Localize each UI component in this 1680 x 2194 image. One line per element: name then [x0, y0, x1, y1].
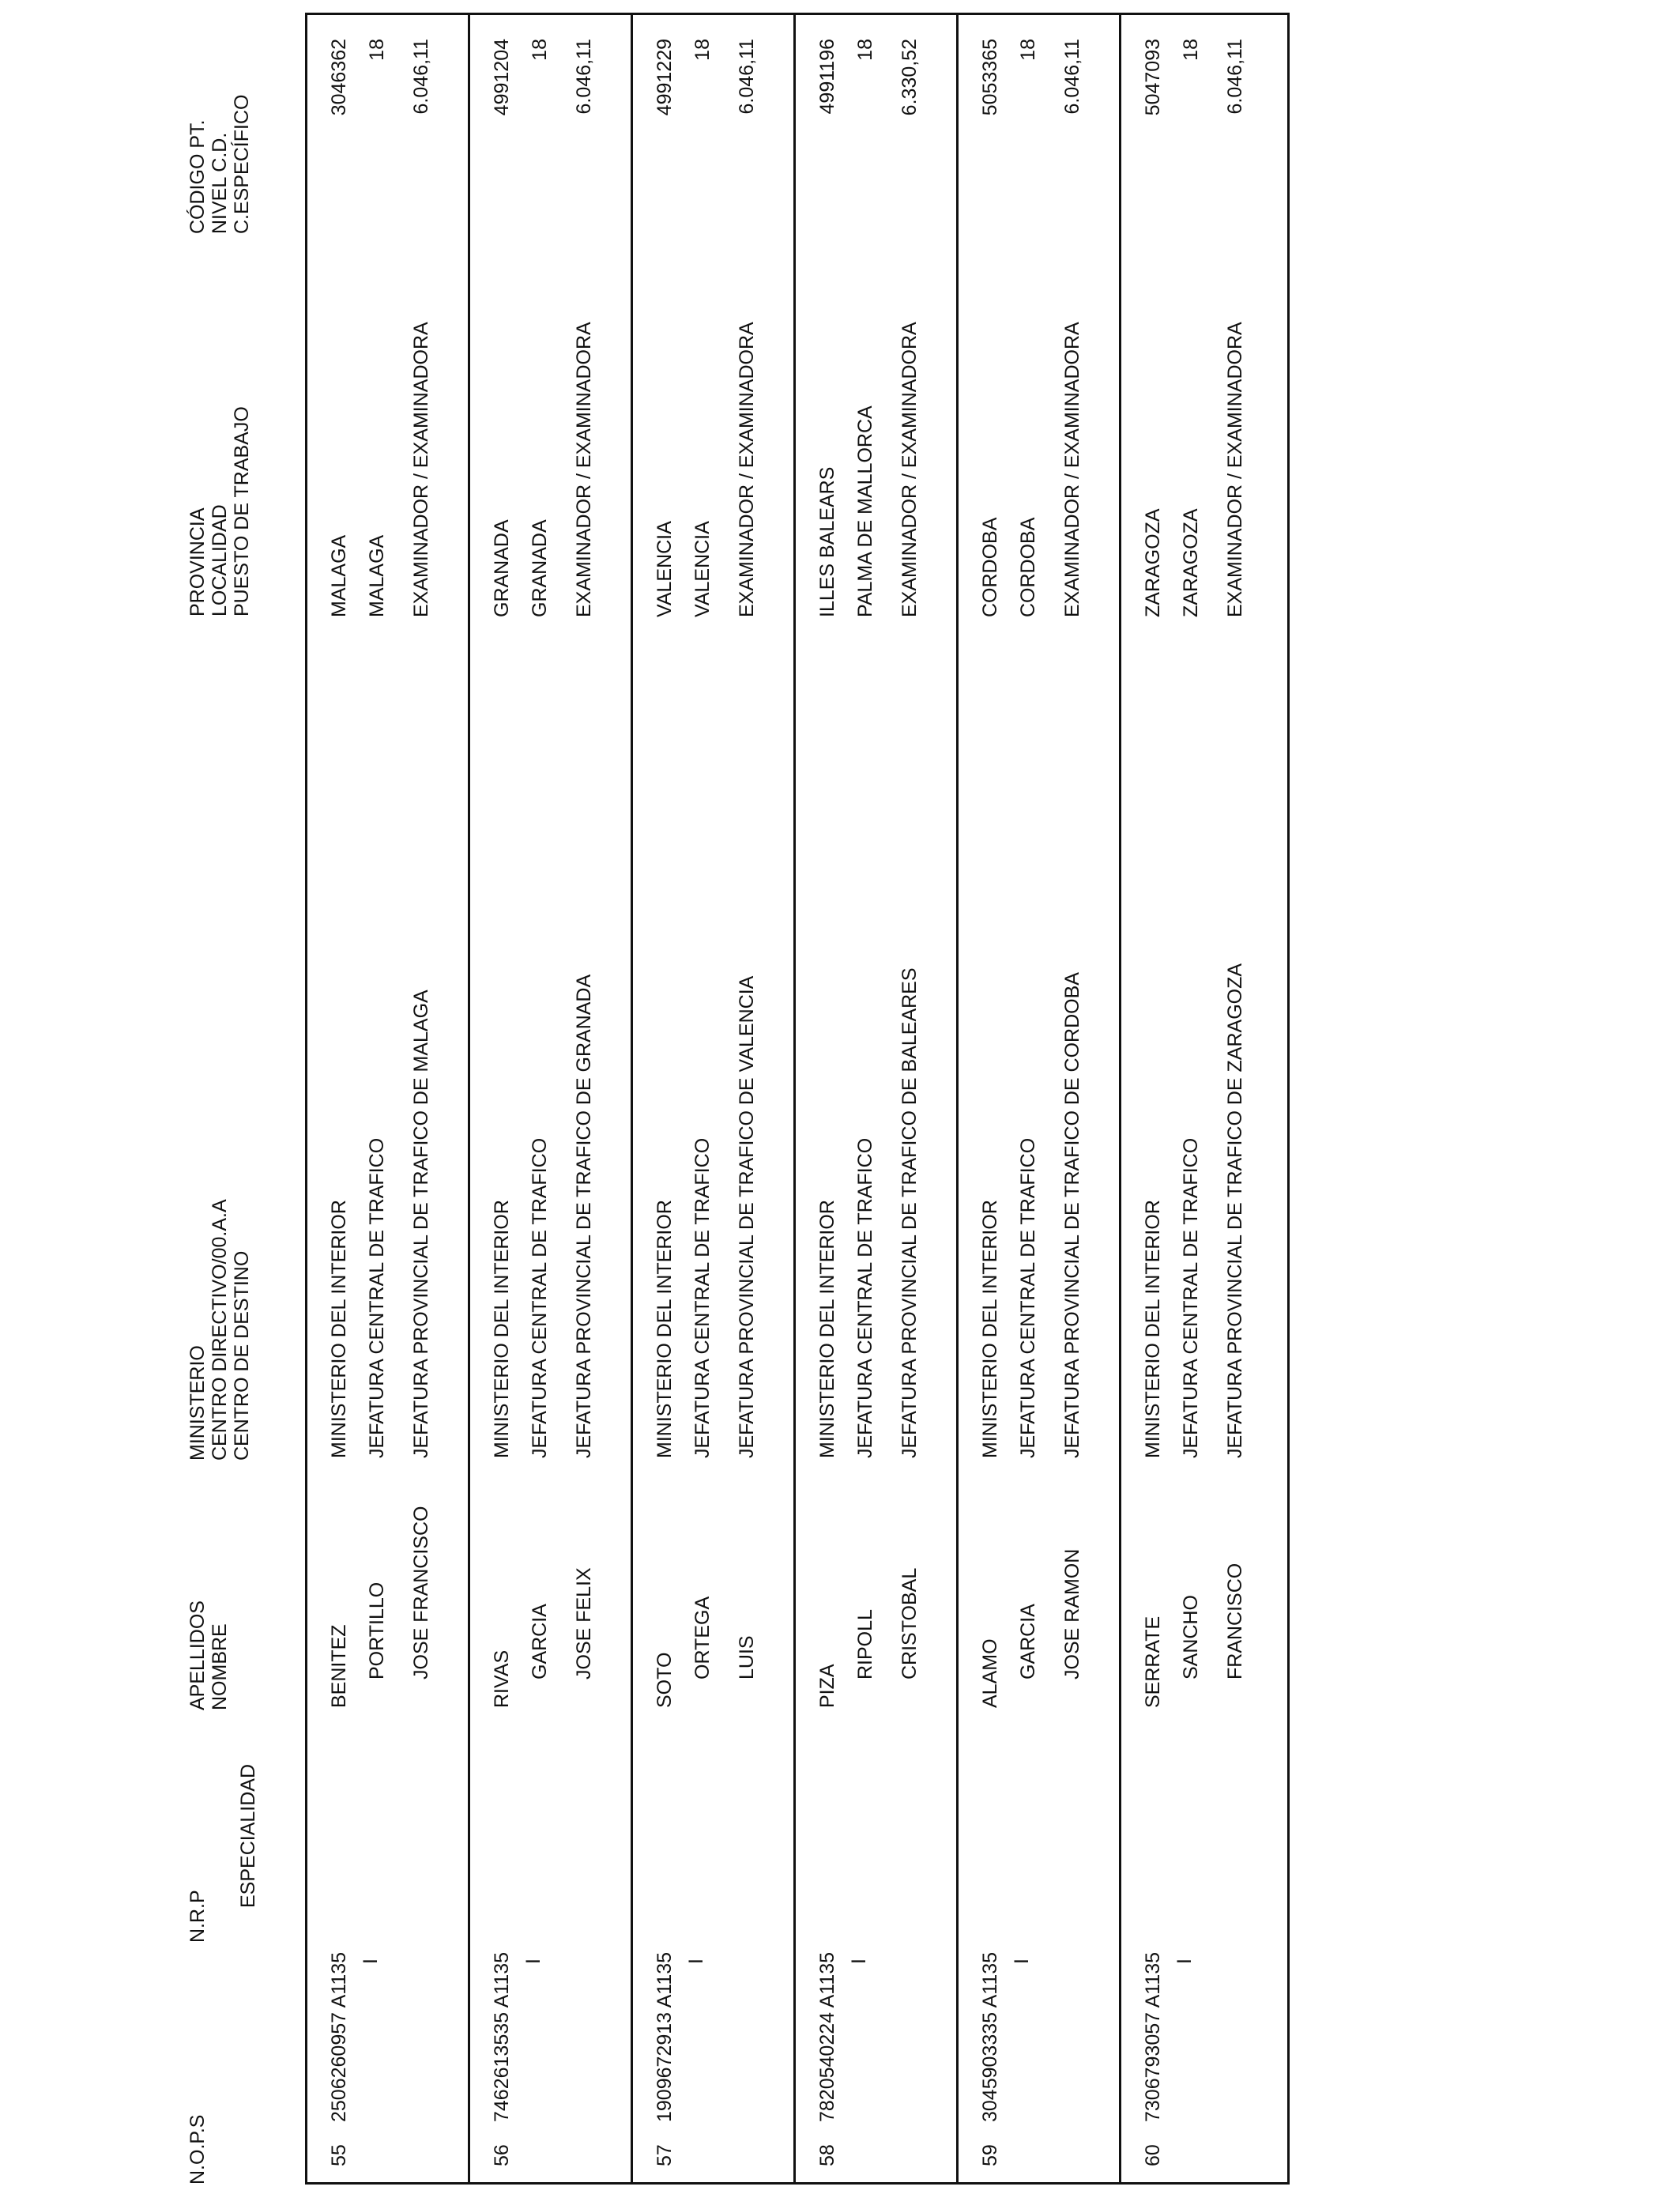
table-row: [307, 15, 470, 2182]
especifico-cell: 6.046,11: [573, 39, 595, 115]
centro-directivo-cell: JEFATURA CENTRAL DE TRAFICO: [691, 1137, 714, 1458]
nivel-cell: 18: [691, 39, 714, 61]
centro-destino-cell: JEFATURA PROVINCIAL DE TRAFICO DE BALEARES: [898, 967, 921, 1458]
header-label: PROVINCIA: [186, 507, 209, 616]
header-label: APELLIDOS: [186, 1600, 209, 1710]
centro-directivo-cell: JEFATURA CENTRAL DE TRAFICO: [366, 1137, 388, 1458]
nops-cell: 59: [979, 2144, 1001, 2166]
nivel-cell: 18: [1180, 39, 1202, 61]
especifico-cell: 6.330,52: [898, 39, 921, 116]
provincia-cell: ILLES BALEARS: [816, 466, 838, 617]
nrp-cell: 7820540224 A1135: [816, 1951, 838, 2122]
header-label: N.R.P: [186, 1890, 209, 1943]
nombre-cell: FRANCISCO: [1224, 1563, 1246, 1679]
table-row: [959, 15, 1121, 2182]
especifico-cell: 6.046,11: [736, 39, 758, 115]
provincia-cell: GRANADA: [491, 519, 513, 617]
especialidad-cell: I: [360, 1958, 382, 1964]
nivel-cell: 18: [1017, 39, 1039, 61]
apellido2-cell: SANCHO: [1180, 1595, 1202, 1679]
ministerio-cell: MINISTERIO DEL INTERIOR: [654, 1200, 676, 1458]
nombre-cell: CRISTOBAL: [898, 1567, 921, 1679]
localidad-cell: GRANADA: [529, 519, 551, 617]
centro-destino-cell: JEFATURA PROVINCIAL DE TRAFICO DE GRANADA: [573, 974, 595, 1458]
puesto-cell: EXAMINADOR / EXAMINADORA: [1061, 322, 1083, 617]
apellido1-cell: SOTO: [654, 1652, 676, 1708]
codigo-cell: 5047093: [1142, 39, 1164, 116]
especialidad-cell: I: [522, 1958, 544, 1964]
ministerio-cell: MINISTERIO DEL INTERIOR: [979, 1200, 1001, 1458]
apellido2-cell: PORTILLO: [366, 1581, 388, 1679]
nombre-cell: JOSE RAMON: [1061, 1548, 1083, 1679]
especialidad-cell: I: [1011, 1958, 1033, 1964]
header-label: MINISTERIO: [186, 1345, 209, 1461]
apellido1-cell: BENITEZ: [328, 1624, 350, 1708]
puesto-cell: EXAMINADOR / EXAMINADORA: [410, 322, 432, 617]
row-divider: [956, 15, 959, 2182]
localidad-cell: PALMA DE MALLORCA: [854, 405, 876, 617]
codigo-cell: 3046362: [328, 39, 350, 116]
header-label: LOCALIDAD: [209, 504, 231, 616]
table-row: [470, 15, 633, 2182]
apellido2-cell: ORTEGA: [691, 1596, 714, 1679]
especialidad-cell: I: [848, 1958, 870, 1964]
especifico-cell: 6.046,11: [410, 39, 432, 115]
nombre-cell: JOSE FRANCISCO: [410, 1506, 432, 1679]
header-label: ESPECIALIDAD: [237, 1763, 259, 1908]
provincia-cell: CORDOBA: [979, 517, 1001, 617]
table-row: [1121, 15, 1284, 2182]
header-codigo: [186, 95, 253, 234]
centro-destino-cell: JEFATURA PROVINCIAL DE TRAFICO DE ZARAGOZA: [1224, 963, 1246, 1458]
apellido1-cell: ALAMO: [979, 1638, 1001, 1708]
apellido1-cell: SERRATE: [1142, 1615, 1164, 1708]
centro-destino-cell: JEFATURA PROVINCIAL DE TRAFICO DE VALENCIA: [736, 975, 758, 1458]
apellido2-cell: GARCIA: [1017, 1604, 1039, 1679]
ministerio-cell: MINISTERIO DEL INTERIOR: [491, 1200, 513, 1458]
row-divider: [631, 15, 633, 2182]
nrp-cell: 3045903335 A1135: [979, 1951, 1001, 2122]
nops-cell: 57: [654, 2144, 676, 2166]
ministerio-cell: MINISTERIO DEL INTERIOR: [816, 1200, 838, 1458]
nops-cell: 60: [1142, 2144, 1164, 2166]
codigo-cell: 5053365: [979, 39, 1001, 116]
apellido2-cell: GARCIA: [529, 1604, 551, 1679]
row-divider: [468, 15, 470, 2182]
localidad-cell: ZARAGOZA: [1180, 508, 1202, 617]
puesto-cell: EXAMINADOR / EXAMINADORA: [898, 322, 921, 617]
header-apellidos: [186, 1600, 231, 1710]
provincia-cell: ZARAGOZA: [1142, 508, 1164, 617]
row-divider: [793, 15, 796, 2182]
localidad-cell: VALENCIA: [691, 521, 714, 617]
especialidad-cell: I: [685, 1958, 707, 1964]
nombre-cell: JOSE FELIX: [573, 1567, 595, 1679]
nops-cell: 55: [328, 2144, 350, 2166]
puesto-cell: EXAMINADOR / EXAMINADORA: [736, 322, 758, 617]
centro-destino-cell: JEFATURA PROVINCIAL DE TRAFICO DE MALAGA: [410, 990, 432, 1458]
header-label: C.ESPECÍFICO: [231, 94, 253, 234]
nrp-cell: 7462613535 A1135: [491, 1951, 513, 2122]
nivel-cell: 18: [854, 39, 876, 61]
especifico-cell: 6.046,11: [1224, 39, 1246, 115]
especifico-cell: 6.046,11: [1061, 39, 1083, 115]
especialidad-cell: I: [1173, 1958, 1196, 1964]
nombre-cell: LUIS: [736, 1635, 758, 1679]
centro-destino-cell: JEFATURA PROVINCIAL DE TRAFICO DE CORDOBA: [1061, 972, 1083, 1458]
header-label: CENTRO DIRECTIVO/00.A.A: [209, 1199, 231, 1461]
apellido2-cell: RIPOLL: [854, 1609, 876, 1679]
nivel-cell: 18: [529, 39, 551, 61]
header-nrp: [186, 1830, 209, 2036]
nrp-cell: 7306793057 A1135: [1142, 1951, 1164, 2122]
localidad-cell: MALAGA: [366, 534, 388, 617]
ministerio-cell: MINISTERIO DEL INTERIOR: [1142, 1200, 1164, 1458]
header-especialidad: [237, 1764, 259, 1908]
header-label: NOMBRE: [209, 1623, 231, 1710]
ministerio-cell: MINISTERIO DEL INTERIOR: [328, 1200, 350, 1458]
puesto-cell: EXAMINADOR / EXAMINADORA: [1224, 322, 1246, 617]
centro-directivo-cell: JEFATURA CENTRAL DE TRAFICO: [854, 1137, 876, 1458]
puesto-cell: EXAMINADOR / EXAMINADORA: [573, 322, 595, 617]
header-label: CÓDIGO PT.: [186, 119, 209, 234]
provincia-cell: VALENCIA: [654, 521, 676, 617]
header-label: N.O.P.S: [186, 2114, 209, 2185]
nops-cell: 58: [816, 2144, 838, 2166]
header-nops: [186, 2115, 209, 2185]
codigo-cell: 4991204: [491, 39, 513, 116]
centro-directivo-cell: JEFATURA CENTRAL DE TRAFICO: [529, 1137, 551, 1458]
header-label: PUESTO DE TRABAJO: [231, 406, 253, 616]
table-row: [633, 15, 796, 2182]
header-label: CENTRO DE DESTINO: [231, 1250, 253, 1461]
header-provincia: [186, 406, 253, 616]
nivel-cell: 18: [366, 39, 388, 61]
provincia-cell: MALAGA: [328, 534, 350, 617]
header-ministerio: [186, 1199, 253, 1461]
nrp-cell: 2506260957 A1135: [328, 1951, 350, 2122]
localidad-cell: CORDOBA: [1017, 517, 1039, 617]
apellido1-cell: RIVAS: [491, 1649, 513, 1708]
codigo-cell: 4991196: [816, 39, 838, 115]
header-label: NIVEL C.D.: [209, 132, 231, 234]
nrp-cell: 1909672913 A1135: [654, 1951, 676, 2122]
apellido1-cell: PIZA: [816, 1664, 838, 1708]
nops-cell: 56: [491, 2144, 513, 2166]
centro-directivo-cell: JEFATURA CENTRAL DE TRAFICO: [1017, 1137, 1039, 1458]
centro-directivo-cell: JEFATURA CENTRAL DE TRAFICO: [1180, 1137, 1202, 1458]
records-table: [305, 13, 1290, 2185]
codigo-cell: 4991229: [654, 39, 676, 116]
table-row: [796, 15, 959, 2182]
row-divider: [1119, 15, 1121, 2182]
